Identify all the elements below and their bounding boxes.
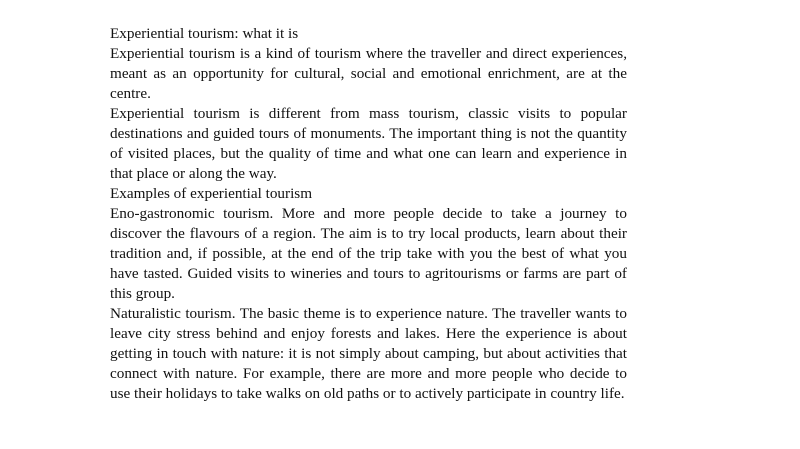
- document-title: Experiential tourism: what it is: [110, 25, 299, 42]
- intro-paragraph-2: Experiential tourism is different from mass tourism, classic visits to popular destinations and guided tours of monuments. The important thing is not the quantity of visited places, but the quality of time and what one can learn and experience in that place or along the way.: [110, 105, 627, 182]
- intro-paragraph-1: Experiential tourism is a kind of tourism where the traveller and direct experiences, meant as an opportunity for cultural, social and emotional enrichment, are at the centre.: [110, 45, 627, 102]
- examples-heading: Examples of experiential tourism: [110, 185, 313, 202]
- example-paragraph-naturalistic: Naturalistic tourism. The basic theme is to experience nature. The traveller wants to leave city stress behind and enjoy forests and lakes. Here the experience is about getting in touch with nature: it is not simply about camping, but about activities that connect with nature. For example, there are more and more people who decide to use their holidays to take walks on old paths or to actively participate in country life.: [110, 305, 627, 402]
- document-body: [110, 24, 627, 404]
- example-paragraph-eno-gastronomic: Eno-gastronomic tourism. More and more people decide to take a journey to discover the flavours of a region. The aim is to try local products, learn about their tradition and, if possible, at the end of the trip take with you the best of what you have tasted. Guided visits to wineries and tours to agritourisms or farms are part of this group.: [110, 205, 627, 302]
